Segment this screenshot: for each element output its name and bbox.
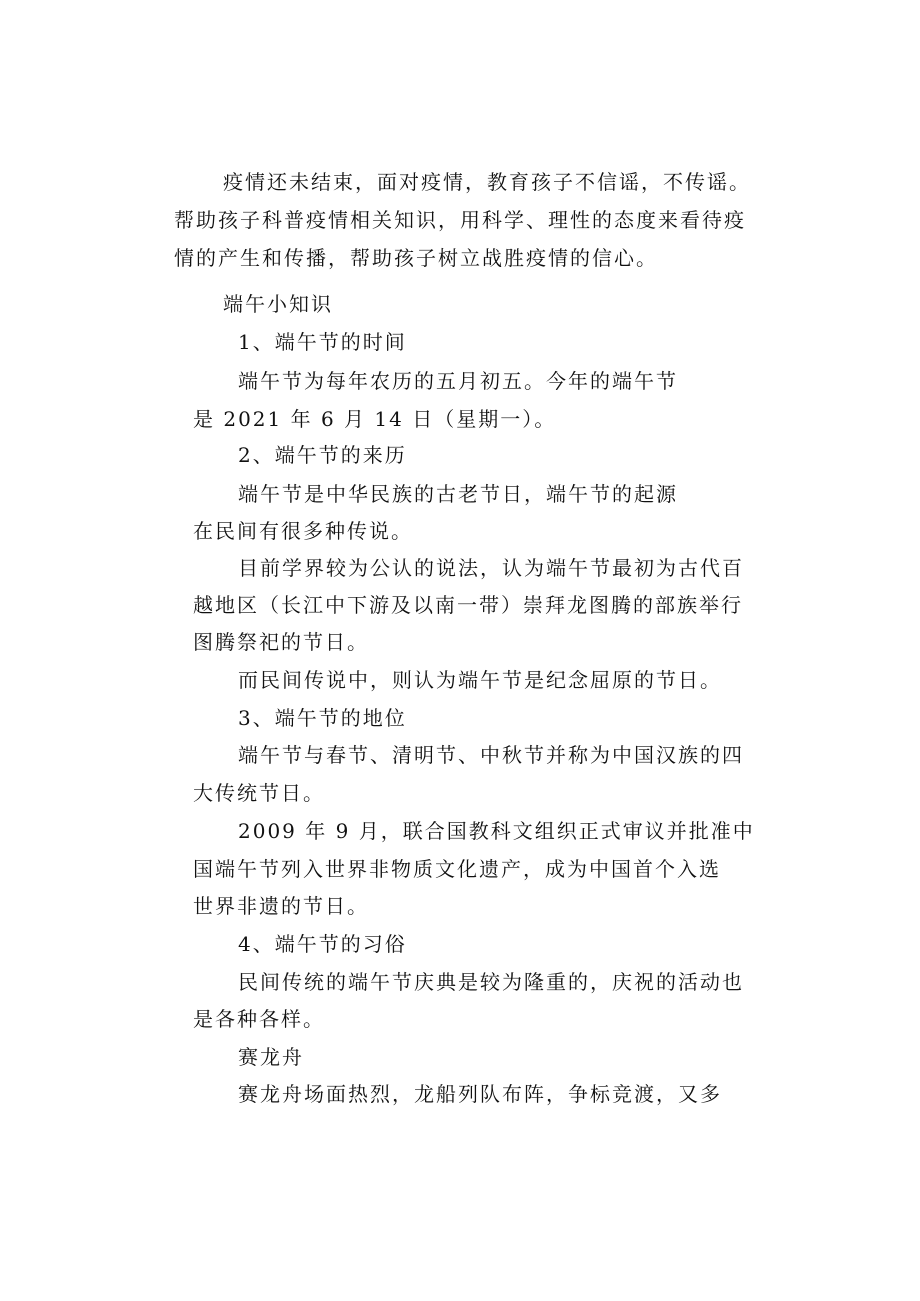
intro-line-3: 情的产生和传播，帮助孩子树立战胜疫情的信心。 — [174, 246, 658, 270]
origin-heading: 2、端午节的来历 — [238, 443, 407, 467]
origin-line-5: 图腾祭祀的节日。 — [193, 630, 369, 654]
origin-line-6: 而民间传说中，则认为端午节是纪念屈原的节日。 — [238, 668, 722, 692]
time-heading: 1、端午节的时间 — [238, 330, 407, 354]
time-line-1: 端午节为每年农历的五月初五。今年的端午节 — [238, 369, 678, 393]
time-line-2: 是 2021 年 6 月 14 日（星期一）。 — [193, 407, 557, 431]
status-line-4: 国端午节列入世界非物质文化遗产，成为中国首个入选 — [193, 857, 721, 881]
status-line-5: 世界非遗的节日。 — [193, 894, 369, 918]
customs-line-2: 是各种各样。 — [193, 1007, 325, 1031]
customs-line-1: 民间传统的端午节庆典是较为隆重的，庆祝的活动也 — [238, 970, 744, 994]
origin-line-3: 目前学界较为公认的说法，认为端午节最初为古代百 — [238, 556, 744, 580]
origin-line-4: 越地区（长江中下游及以南一带）崇拜龙图腾的部族举行 — [193, 593, 743, 617]
status-heading: 3、端午节的地位 — [238, 706, 407, 730]
customs-line-3: 赛龙舟场面热烈，龙船列队布阵，争标竞渡，又多 — [238, 1082, 722, 1106]
section-title: 端午小知识 — [223, 292, 333, 316]
status-line-3: 2009 年 9 月，联合国教科文组织正式审议并批准中 — [238, 819, 755, 843]
intro-line-2: 帮助孩子科普疫情相关知识，用科学、理性的态度来看待疫 — [174, 208, 746, 232]
origin-line-2: 在民间有很多种传说。 — [193, 519, 413, 543]
status-line-2: 大传统节日。 — [193, 781, 325, 805]
customs-subheading: 赛龙舟 — [238, 1045, 304, 1069]
intro-line-1: 疫情还未结束，面对疫情，教育孩子不信谣，不传谣。 — [223, 170, 751, 194]
customs-heading: 4、端午节的习俗 — [238, 932, 407, 956]
origin-line-1: 端午节是中华民族的古老节日，端午节的起源 — [238, 482, 678, 506]
status-line-1: 端午节与春节、清明节、中秋节并称为中国汉族的四 — [238, 743, 744, 767]
